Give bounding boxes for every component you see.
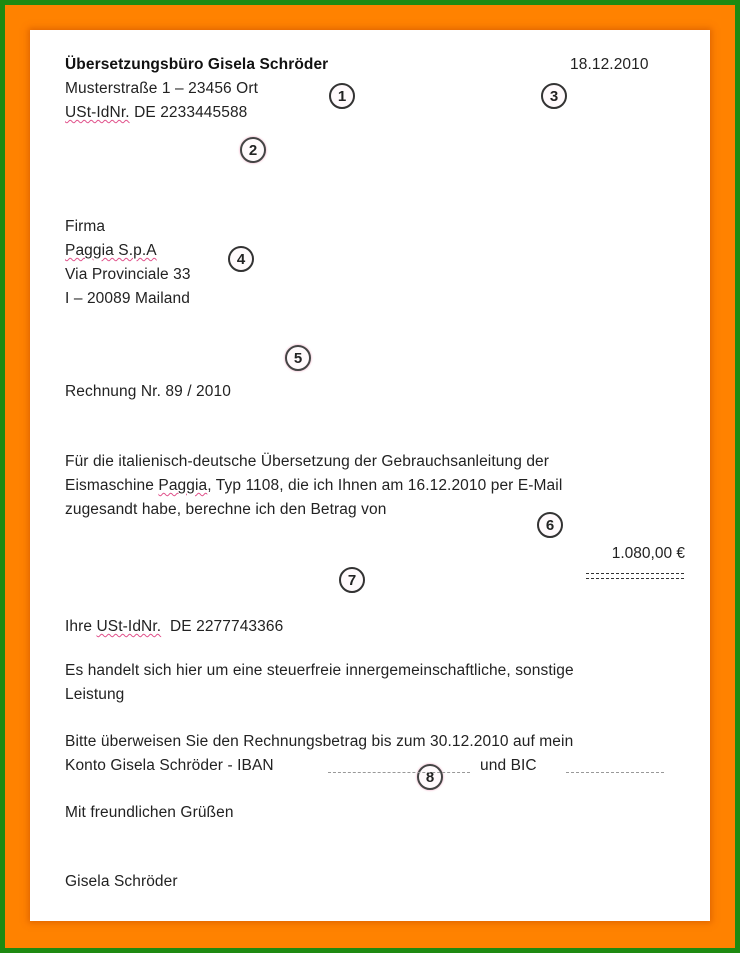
sender-vat [65, 104, 247, 122]
body-line-1: Für die italienisch-deutsche Übersetzung der Gebrauchsanleitung der [65, 453, 550, 470]
tax-note-line-1: Es handelt sich hier um eine steuerfreie innergemeinschaftliche, sonstige [65, 662, 574, 679]
recipient-company [65, 242, 157, 260]
invoice-amount: 1.080,00 € [611, 545, 685, 562]
body-brand-name: Paggia [158, 477, 208, 494]
customer-vat-number: DE 2277743366 [161, 618, 284, 635]
closing-signature: Gisela Schröder [65, 873, 178, 890]
marker-8: 8 [417, 764, 443, 790]
recipient-street-text: Via Provinciale 33 [65, 266, 191, 283]
recipient-company-name: Paggia S.p.A [65, 242, 157, 259]
body-line-2 [65, 477, 562, 495]
body-line-2-end: , Typ 1108, die ich Ihnen am 16.12.2010 per E-Mail [207, 477, 563, 494]
marker-7: 7 [339, 567, 365, 593]
tax-note-line-2: Leistung [65, 686, 125, 703]
customer-vat-prefix: Ihre [65, 618, 97, 635]
marker-6: 6 [537, 512, 563, 538]
sender-vat-number: DE 2233445588 [134, 104, 248, 121]
marker-3: 3 [541, 83, 567, 109]
payment-line-2-start: Konto Gisela Schröder - IBAN [65, 757, 274, 774]
iban-blank-field [328, 772, 470, 773]
invoice-date: 18.12.2010 [570, 56, 649, 73]
body-line-2-start: Eismaschine [65, 477, 159, 494]
recipient-street [65, 266, 191, 284]
payment-line-2-bic: und BIC [480, 757, 537, 774]
marker-1: 1 [329, 83, 355, 109]
marker-4: 4 [228, 246, 254, 272]
payment-line-1: Bitte überweisen Sie den Rechnungsbetrag bis zum 30.12.2010 auf mein [65, 733, 574, 750]
marker-5: 5 [285, 345, 311, 371]
invoice-page [30, 30, 710, 921]
recipient-prefix: Firma [65, 218, 106, 235]
customer-vat [65, 618, 283, 636]
body-line-3: zugesandt habe, berechne ich den Betrag von [65, 501, 387, 518]
marker-2: 2 [240, 137, 266, 163]
sender-vat-label: USt-IdNr. [65, 104, 130, 121]
closing-greeting: Mit freundlichen Grüßen [65, 804, 234, 821]
customer-vat-label: USt-IdNr. [96, 618, 162, 635]
recipient-city: I – 20089 Mailand [65, 290, 190, 307]
invoice-title: Rechnung Nr. 89 / 2010 [65, 383, 231, 400]
amount-double-underline [586, 573, 684, 579]
sender-street: Musterstraße 1 – 23456 Ort [65, 80, 258, 97]
bic-blank-field [566, 772, 664, 773]
sender-name: Übersetzungsbüro Gisela Schröder [65, 56, 329, 73]
